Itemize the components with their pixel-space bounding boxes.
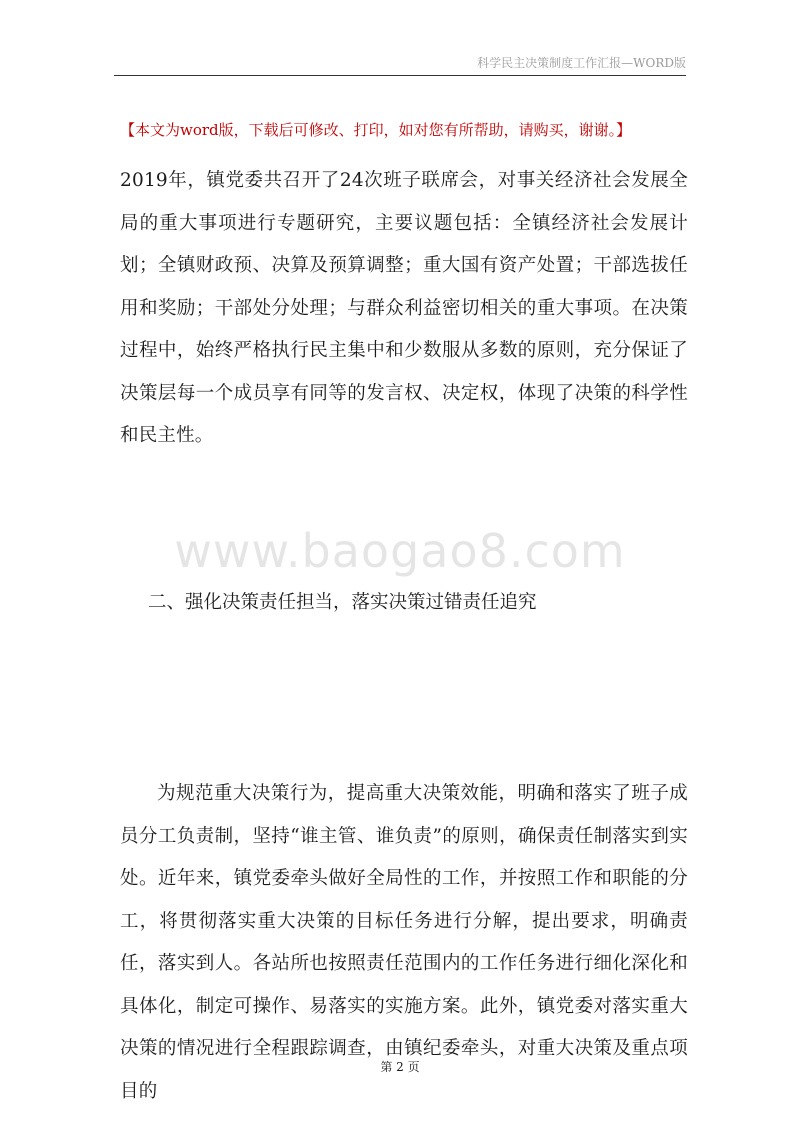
header-divider <box>114 75 686 76</box>
page-number: 第 2 页 <box>380 1060 420 1074</box>
watermark: www.baogao8.com <box>174 524 626 578</box>
body-paragraph-2: 为规范重大决策行为，提高重大决策效能，明确和落实了班子成员分工负责制，坚持“谁主管、谁负责”的原则，确保责任制落实到实处。近年来，镇党委牵头做好全局性的工作，并按照工作和职能的分工，将贯彻落实重大决策的目标任务进行分解，提出要求，明确责任，落实到人。各站所也按照责任范围内的工作任务进行细化深化和具体化，制定可操作、易落实的实施方案。此外，镇党委对落实重大决策的情况进行全程跟踪调查，由镇纪委牵头，对重大决策及重点项目的 <box>120 783 688 1102</box>
section-heading: 二、强化决策责任担当，落实决策过错责任追究 <box>148 592 537 613</box>
body-paragraph-1: 2019年，镇党委共召开了24次班子联席会，对事关经济社会发展全局的重大事项进行专题研究，主要议题包括：全镇经济社会发展计划；全镇财政预、决算及预算调整；重大国有资产处置；干部选拔任用和奖励；干部处分处理；与群众利益密切相关的重大事项。在决策过程中，始终严格执行民主集中和少数服从多数的原则，充分保证了决策层每一个成员享有同等的发言权、决定权，体现了决策的科学性和民主性。 <box>120 170 688 446</box>
header-title: 科学民主决策制度工作汇报—WORD版 <box>477 56 686 70</box>
download-notice: 【本文为word版，下载后可修改、打印，如对您有所帮助，请购买，谢谢。】 <box>120 121 632 139</box>
